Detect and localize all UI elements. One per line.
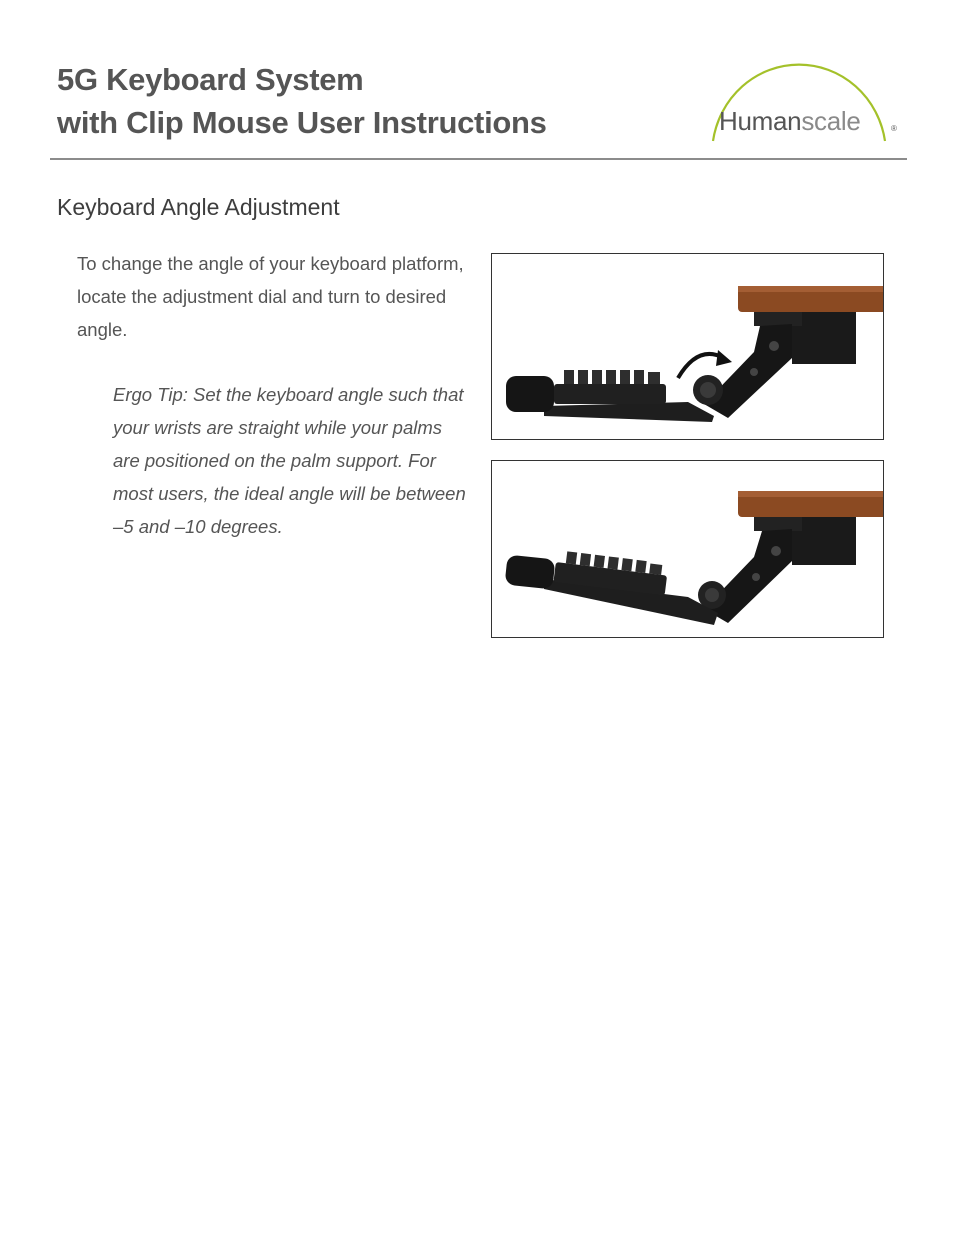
logo-wordmark: [719, 106, 861, 137]
palm-rest: [505, 555, 556, 590]
registered-mark: ®: [891, 124, 897, 133]
ergo-tip-text: Ergo Tip: Set the keyboard angle such that your wrists are straight while your palms are positioned on the palm support. For most users, the ideal angle will be between –5 and –10 degrees.: [113, 384, 466, 537]
tray-arm: [704, 529, 792, 623]
keyboard-angle-photo-tilted: [491, 460, 884, 638]
logo-word-scale: scale: [801, 106, 861, 136]
keyboard-platform: [544, 402, 714, 422]
section-heading: Keyboard Angle Adjustment: [57, 194, 340, 220]
title-line-2: with Clip Mouse User Instructions: [57, 105, 547, 140]
keyboard: [554, 384, 666, 404]
tray-arm: [704, 324, 792, 418]
title-line-1: 5G Keyboard System: [57, 62, 364, 97]
keyboard-angle-photo-level: [491, 253, 884, 440]
logo-word-human: Human: [719, 106, 802, 136]
palm-rest: [506, 376, 554, 412]
humanscale-logo: [705, 40, 905, 145]
header-divider: [50, 158, 907, 160]
page-title: [57, 58, 547, 144]
instruction-text: To change the angle of your keyboard platform, locate the adjustment dial and turn to desired angle.: [77, 253, 464, 340]
